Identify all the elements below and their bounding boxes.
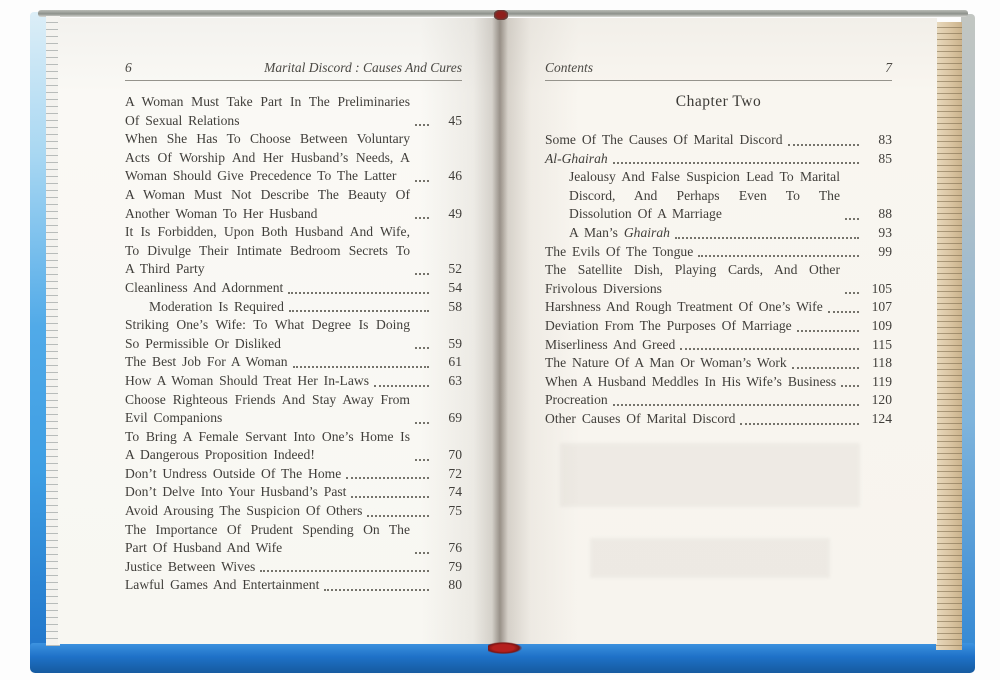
toc-dot-leader xyxy=(288,292,429,294)
toc-entry-title: Striking One’s Wife: To What Degree Is Doing So Permissible Or Disliked xyxy=(125,317,410,351)
toc-dot-leader xyxy=(367,515,429,517)
toc-entry-page-number: 120 xyxy=(871,392,892,408)
toc-entry xyxy=(125,428,462,465)
toc-entry-title: Choose Righteous Friends And Stay Away From Evil Companions xyxy=(125,391,410,426)
toc-entry-title: A Woman Must Take Part In The Preliminaries Of Sexual Relations xyxy=(125,94,410,128)
toc-entry xyxy=(545,354,892,373)
toc-dot-leader xyxy=(828,311,859,313)
toc-dot-leader xyxy=(415,422,429,424)
toc-right xyxy=(545,131,892,429)
toc-entry xyxy=(125,353,462,372)
toc-entry-title: Lawful Games And Entertainment xyxy=(125,577,320,593)
toc-entry xyxy=(545,168,892,224)
toc-entry-title: How A Woman Should Treat Her In-Laws xyxy=(125,372,369,388)
toc-entry-page-number: 105 xyxy=(871,280,892,296)
left-page-header xyxy=(125,60,462,81)
toc-entry-page-number: 93 xyxy=(878,224,892,240)
book-cover-right-edge xyxy=(961,14,975,668)
toc-entry xyxy=(125,279,462,298)
toc-entry xyxy=(545,410,892,429)
toc-entry-title: Jealousy And False Suspicion Lead To Marital Discord, And Perhaps Even To The Dissolution Of A Marriage xyxy=(569,169,840,222)
toc-entry-page-number: 63 xyxy=(448,372,462,388)
toc-entry-page-number: 99 xyxy=(878,243,892,259)
toc-entry-page-number: 72 xyxy=(448,465,462,481)
toc-entry-page-number: 69 xyxy=(448,410,462,426)
toc-entry-title: Don’t Undress Outside Of The Home xyxy=(125,465,342,481)
toc-entry xyxy=(125,483,462,502)
toc-dot-leader xyxy=(415,347,429,349)
toc-dot-leader xyxy=(792,367,859,369)
toc-entry xyxy=(125,521,462,558)
right-page-header xyxy=(545,60,892,81)
toc-entry-page-number: 74 xyxy=(448,484,462,500)
right-page xyxy=(500,18,937,644)
toc-entry xyxy=(125,316,462,353)
toc-entry-page-number: 109 xyxy=(871,317,892,333)
toc-dot-leader xyxy=(415,273,429,275)
toc-entry-title: Moderation Is Required xyxy=(149,298,284,314)
toc-dot-leader xyxy=(845,292,859,294)
toc-entry xyxy=(125,576,462,595)
toc-entry xyxy=(545,261,892,298)
toc-dot-leader xyxy=(324,589,429,591)
toc-dot-leader xyxy=(613,162,859,164)
toc-dot-leader xyxy=(415,459,429,461)
toc-entry-title: The Evils Of The Tongue xyxy=(545,243,694,259)
toc-dot-leader xyxy=(788,144,860,146)
right-page-number: 7 xyxy=(885,60,892,75)
toc-dot-leader xyxy=(415,180,429,182)
toc-entry xyxy=(125,223,462,279)
toc-dot-leader xyxy=(351,496,429,498)
toc-entry-title: Cleanliness And Adornment xyxy=(125,279,284,295)
toc-dot-leader xyxy=(415,217,429,219)
toc-entry-title: Miserliness And Greed xyxy=(545,336,676,352)
right-page-stack-edge xyxy=(936,22,962,650)
toc-entry xyxy=(125,502,462,521)
toc-dot-leader xyxy=(841,385,859,387)
toc-entry-page-number: 52 xyxy=(448,261,462,277)
toc-entry-title: Some Of The Causes Of Marital Discord xyxy=(545,132,783,147)
toc-entry-title: The Best Job For A Woman xyxy=(125,354,288,370)
toc-entry-page-number: 70 xyxy=(448,447,462,463)
toc-entry xyxy=(545,224,892,243)
toc-entry-page-number: 118 xyxy=(872,355,892,371)
toc-entry xyxy=(545,150,892,169)
toc-entry xyxy=(545,243,892,262)
toc-entry-title: Harshness And Rough Treatment Of One’s Wife xyxy=(545,299,823,315)
toc-entry xyxy=(545,298,892,317)
ribbon-bookmark xyxy=(488,642,522,654)
toc-entry xyxy=(125,130,462,186)
ghost-showthrough-text xyxy=(590,538,830,578)
toc-entry xyxy=(125,93,462,130)
toc-entry-page-number: 124 xyxy=(871,410,892,426)
toc-entry xyxy=(545,131,892,150)
toc-entry-page-number: 59 xyxy=(448,335,462,351)
toc-entry xyxy=(125,558,462,577)
toc-dot-leader xyxy=(346,477,429,479)
toc-dot-leader xyxy=(680,348,859,350)
toc-entry-title: It Is Forbidden, Upon Both Husband And Wife, To Divulge Their Intimate Bedroom Secrets To A Third Party xyxy=(125,224,410,277)
left-page-number: 6 xyxy=(125,60,132,75)
toc-entry xyxy=(125,391,462,428)
toc-dot-leader xyxy=(260,570,429,572)
toc-entry-page-number: 115 xyxy=(872,336,892,352)
toc-entry-page-number: 107 xyxy=(871,299,892,315)
toc-entry-page-number: 46 xyxy=(448,168,462,184)
chapter-heading: Chapter Two xyxy=(675,93,762,110)
toc-left xyxy=(125,93,462,595)
running-header-contents: Contents xyxy=(545,60,594,75)
toc-dot-leader xyxy=(415,552,429,554)
toc-entry-title: Justice Between Wives xyxy=(125,558,256,574)
toc-entry-title: The Nature Of A Man Or Woman’s Work xyxy=(545,355,787,371)
toc-dot-leader xyxy=(698,255,859,257)
toc-entry-title: To Bring A Female Servant Into One’s Home Is A Dangerous Proposition Indeed! xyxy=(125,428,410,463)
toc-dot-leader xyxy=(845,218,859,220)
spine-gutter-shadow xyxy=(492,16,508,646)
toc-entry-page-number: 85 xyxy=(878,150,892,166)
toc-dot-leader xyxy=(289,310,429,312)
toc-entry-page-number: 76 xyxy=(448,540,462,556)
toc-entry-page-number: 54 xyxy=(448,279,462,295)
toc-entry-page-number: 119 xyxy=(872,373,892,389)
toc-entry-title: Deviation From The Purposes Of Marriage xyxy=(545,317,792,333)
toc-dot-leader xyxy=(740,423,859,425)
toc-entry-page-number: 80 xyxy=(448,577,462,593)
toc-dot-leader xyxy=(675,237,859,239)
toc-entry-title: Don’t Delve Into Your Husband’s Past xyxy=(125,484,347,500)
toc-entry-title: A Man’s Ghairah xyxy=(569,224,670,240)
toc-entry-title: The Satellite Dish, Playing Cards, And Other Frivolous Diversions xyxy=(545,262,840,296)
toc-entry-page-number: 61 xyxy=(448,354,462,370)
toc-dot-leader xyxy=(415,124,429,126)
toc-entry-page-number: 75 xyxy=(448,503,462,519)
toc-entry xyxy=(125,186,462,223)
toc-entry xyxy=(125,298,462,317)
toc-entry-title: When She Has To Choose Between Voluntary Acts Of Worship And Her Husband’s Needs, A Woman Should Give Precedence To The Latter xyxy=(125,131,410,184)
left-page xyxy=(58,18,500,644)
toc-entry-page-number: 79 xyxy=(448,558,462,574)
toc-entry xyxy=(545,391,892,410)
toc-entry-title: When A Husband Meddles In His Wife’s Business xyxy=(545,373,837,389)
toc-entry-title: A Woman Must Not Describe The Beauty Of Another Woman To Her Husband xyxy=(125,186,410,221)
toc-entry-page-number: 49 xyxy=(448,205,462,221)
toc-dot-leader xyxy=(797,330,859,332)
toc-dot-leader xyxy=(293,366,429,368)
toc-dot-leader xyxy=(613,404,859,406)
toc-entry-page-number: 83 xyxy=(878,132,892,147)
toc-entry-title: Avoid Arousing The Suspicion Of Others xyxy=(125,503,363,519)
book-cover-left-edge xyxy=(30,12,46,668)
toc-entry-title: Al-Ghairah xyxy=(545,150,608,166)
toc-entry-title: The Importance Of Prudent Spending On The Part Of Husband And Wife xyxy=(125,521,410,556)
toc-dot-leader xyxy=(374,385,429,387)
toc-entry xyxy=(125,372,462,391)
toc-entry-page-number: 58 xyxy=(448,298,462,314)
toc-entry xyxy=(125,465,462,484)
toc-entry xyxy=(545,317,892,336)
running-header-title: Marital Discord : Causes And Cures xyxy=(264,60,462,75)
spine-headband xyxy=(494,10,508,20)
toc-entry-title: Procreation xyxy=(545,392,608,408)
ghost-showthrough-text xyxy=(560,443,860,507)
toc-entry-page-number: 45 xyxy=(448,112,462,128)
toc-entry xyxy=(545,373,892,392)
toc-entry-page-number: 88 xyxy=(878,206,892,222)
toc-entry xyxy=(545,336,892,355)
toc-entry-title: Other Causes Of Marital Discord xyxy=(545,410,736,426)
